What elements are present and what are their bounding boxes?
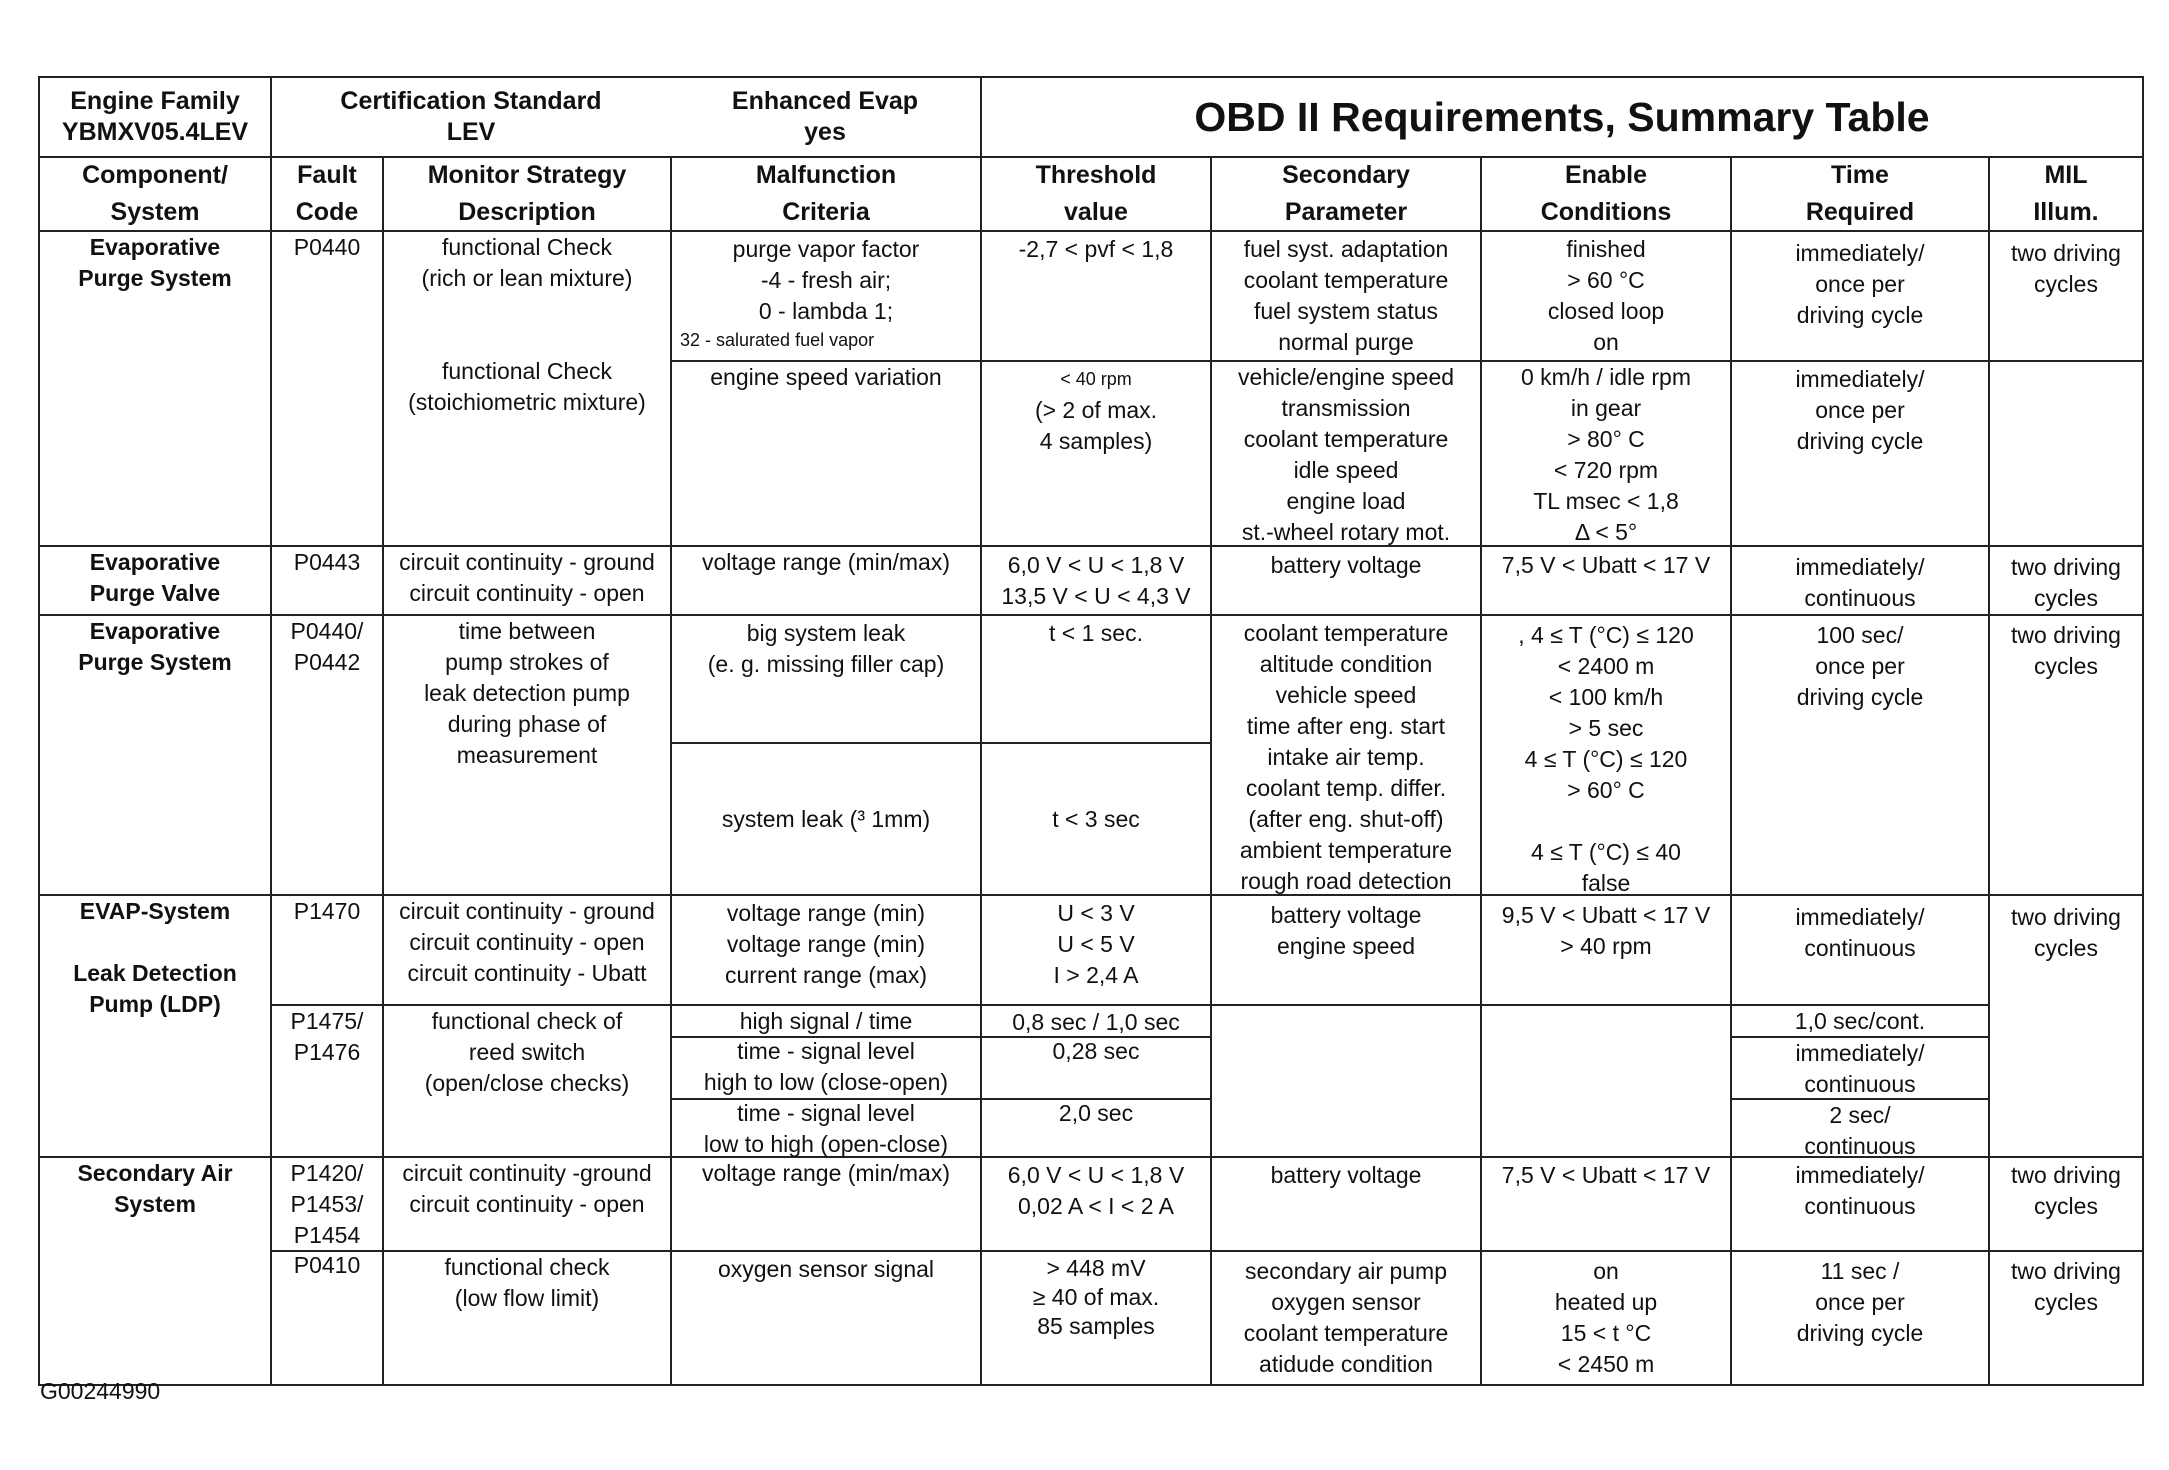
monitor-cell: [384, 1006, 670, 1156]
cell-line: leak detection pump: [424, 680, 630, 706]
cell-line: Δ < 5°: [1574, 519, 1638, 545]
header-line: System: [110, 198, 200, 226]
cell-line: reed switch: [468, 1039, 586, 1065]
cell-line: closed loop: [1547, 298, 1665, 324]
cell-line: time - signal level: [737, 1100, 915, 1126]
cell-line: heated up: [1554, 1289, 1658, 1315]
threshold-cell: [982, 364, 1210, 544]
cell-line: ≥ 40 of max.: [1032, 1284, 1160, 1310]
cell-line: immediately/: [1795, 240, 1925, 266]
cell-line: 0 - lambda 1;: [758, 298, 894, 324]
cell-line: 9,5 V < Ubatt < 17 V: [1501, 902, 1711, 928]
fault-code-cell: [272, 1006, 382, 1156]
cell-line: cycles: [2034, 653, 2098, 679]
cell-line: Evaporative: [89, 549, 221, 575]
cell-line: Pump (LDP): [89, 991, 221, 1017]
enhanced-evap-label: Enhanced Evap: [731, 87, 919, 115]
cell-line: atidude condition: [1259, 1351, 1433, 1377]
cell-line: (> 2 of max.: [1034, 397, 1158, 423]
cell-line: functional Check: [441, 358, 613, 384]
secondary-cell: [1212, 900, 1480, 1004]
page-title-text: OBD II Requirements, Summary Table: [1194, 93, 1930, 140]
malfunction-cell: [672, 1036, 980, 1098]
cell-line: 0,8 sec / 1,0 sec: [1012, 1009, 1180, 1035]
mil-cell: [1990, 1256, 2142, 1384]
cell-line: vehicle/engine speed: [1237, 364, 1455, 390]
cell-line: false: [1581, 870, 1631, 896]
enhanced-evap-value: yes: [804, 118, 846, 146]
cell-line: circuit continuity - open: [409, 1191, 645, 1217]
engine-family-label: Engine Family: [70, 87, 240, 115]
cell-line: time after eng. start: [1246, 713, 1446, 739]
monitor-cell: [384, 547, 670, 614]
cell-line: 2,0 sec: [1058, 1100, 1134, 1126]
cell-line: continuous: [1804, 1193, 1916, 1219]
malfunction-cell: [672, 362, 980, 544]
mil-cell: [1990, 1160, 2142, 1250]
cell-line: circuit continuity - ground: [399, 898, 655, 924]
monitor-cell: [384, 1158, 670, 1250]
cell-line: time - signal level: [737, 1038, 915, 1064]
cell-line: P1454: [293, 1222, 361, 1248]
cell-line: once per: [1815, 653, 1905, 679]
malfunction-cell: [672, 547, 980, 614]
cell-line: U < 3 V: [1057, 900, 1135, 926]
col-header-time: [1732, 158, 1988, 230]
malfunction-cell: [672, 1006, 980, 1036]
enable-cell: [1482, 900, 1730, 1004]
component-cell: [40, 896, 270, 1156]
header-line: Description: [458, 198, 596, 226]
cell-line: Secondary Air: [77, 1160, 233, 1186]
malfunction-cell: [672, 618, 980, 742]
cell-line: voltage range (min/max): [702, 1160, 950, 1186]
cell-line: [1603, 806, 1609, 837]
cell-line: P0440: [293, 234, 361, 260]
engine-family-value: YBMXV05.4LEV: [61, 118, 249, 146]
time-cell: [1732, 552, 1988, 614]
cell-line: immediately/: [1795, 1162, 1925, 1188]
cell-line: 15 < t °C: [1560, 1320, 1652, 1346]
monitor-cell: [384, 232, 670, 352]
cell-line: cycles: [2034, 585, 2098, 611]
cell-line: > 5 sec: [1568, 715, 1644, 741]
cell-line: P1475/: [290, 1008, 364, 1034]
cell-line: 11 sec /: [1820, 1258, 1900, 1284]
cell-line: circuit continuity - open: [409, 580, 645, 606]
cell-line: coolant temp. differ.: [1245, 775, 1447, 801]
cell-line: System: [114, 1191, 196, 1217]
cell-line: driving cycle: [1796, 302, 1924, 328]
cell-line: cycles: [2034, 1289, 2098, 1315]
cell-line: normal purge: [1278, 329, 1414, 355]
cell-line: circuit continuity - ground: [399, 549, 655, 575]
cell-line: engine speed variation: [710, 364, 942, 390]
threshold-cell: [982, 234, 1210, 360]
header-line: Threshold: [1035, 161, 1157, 189]
cell-line: < 720 rpm: [1553, 457, 1659, 483]
time-cell: [1732, 1256, 1988, 1384]
cell-line: -4 - fresh air;: [760, 267, 892, 293]
secondary-cell: [1212, 1160, 1480, 1250]
cell-line: in gear: [1570, 395, 1642, 421]
cell-line: 1,0 sec/cont.: [1794, 1008, 1926, 1034]
fault-code-cell: [272, 1250, 382, 1384]
cell-line: voltage range (min): [726, 900, 926, 926]
time-cell: [1732, 238, 1988, 360]
cell-line: U < 5 V: [1057, 931, 1135, 957]
cell-line: engine speed: [1276, 933, 1416, 959]
cell-line: measurement: [456, 742, 598, 768]
cell-line: P0410: [293, 1252, 361, 1278]
cell-line: system leak (³ 1mm): [721, 805, 931, 832]
cell-line: 85 samples: [1037, 1313, 1155, 1339]
enable-cell: [1482, 1160, 1730, 1250]
cell-line: ambient temperature: [1239, 837, 1453, 863]
cell-line: , 4 ≤ T (°C) ≤ 120: [1518, 622, 1694, 648]
cell-line: pump strokes of: [445, 649, 609, 675]
cell-line: > 80° C: [1567, 426, 1645, 452]
cell-line: voltage range (min/max): [702, 549, 950, 575]
enhanced-evap-cell: [670, 78, 980, 156]
secondary-cell: [1212, 234, 1480, 360]
cell-line: coolant temperature: [1243, 426, 1449, 452]
cell-line: cycles: [2034, 935, 2098, 961]
cell-line: circuit continuity - open: [409, 929, 645, 955]
header-line: Component/: [82, 161, 228, 189]
time-cell: [1732, 1100, 1988, 1159]
mil-cell: [1990, 552, 2142, 614]
component-cell: [40, 232, 270, 544]
header-line: Conditions: [1540, 198, 1672, 226]
cell-line: t < 3 sec: [1052, 805, 1140, 832]
cell-line: P1420/: [290, 1160, 364, 1186]
cell-line: 6,0 V < U < 1,8 V: [1007, 552, 1185, 578]
cell-line: driving cycle: [1796, 1320, 1924, 1346]
cell-line: 13,5 V < U < 4,3 V: [1001, 583, 1191, 609]
enable-cell: [1482, 362, 1730, 544]
document-id: G00244990: [40, 1378, 161, 1404]
cell-line: driving cycle: [1796, 684, 1924, 710]
cell-line: -2,7 < pvf < 1,8: [1018, 236, 1174, 262]
cell-line: driving cycle: [1796, 428, 1924, 454]
cell-line: secondary air pump: [1245, 1258, 1447, 1284]
cell-line: (open/close checks): [424, 1070, 630, 1096]
enable-cell: [1482, 620, 1730, 894]
col-header-threshold: [982, 158, 1210, 230]
threshold-cell: [982, 550, 1210, 614]
cell-line: battery voltage: [1270, 552, 1422, 578]
threshold-cell: [982, 1098, 1210, 1156]
time-cell: [1732, 1160, 1988, 1250]
cell-line: immediately/: [1795, 1040, 1925, 1066]
mil-cell: [1990, 902, 2142, 1156]
threshold-cell: [982, 1160, 1210, 1250]
cell-line: P0443: [293, 549, 361, 575]
cell-line: 0,02 A < I < 2 A: [1017, 1193, 1175, 1219]
cell-line: 4 ≤ T (°C) ≤ 120: [1524, 746, 1688, 772]
cell-line: 100 sec/: [1816, 622, 1904, 648]
time-cell: [1732, 902, 1988, 1004]
cell-line: st.-wheel rotary mot.: [1241, 519, 1451, 545]
malfunction-cell: [672, 1098, 980, 1156]
col-header-monitor: [384, 158, 670, 230]
engine-family-cell: [40, 78, 270, 156]
cell-line: cycles: [2034, 271, 2098, 297]
cell-line: finished: [1566, 236, 1646, 262]
cell-line: fuel syst. adaptation: [1243, 236, 1449, 262]
secondary-cell: [1212, 618, 1480, 894]
certification-label: Certification Standard: [340, 87, 602, 115]
cell-line: transmission: [1281, 395, 1411, 421]
fault-code-cell: [272, 896, 382, 1004]
header-line: Illum.: [2033, 198, 2099, 226]
cell-line: I > 2,4 A: [1053, 962, 1139, 988]
cell-line: functional check: [444, 1254, 610, 1280]
cell-line: purge vapor factor: [732, 236, 920, 262]
cell-line: engine load: [1286, 488, 1406, 514]
cell-line: functional Check: [441, 234, 613, 260]
page-title: [982, 78, 2142, 156]
cell-line: < 100 km/h: [1548, 684, 1664, 710]
fault-code-cell: [272, 616, 382, 894]
secondary-cell: [1212, 1256, 1480, 1384]
cell-line: battery voltage: [1270, 1162, 1422, 1188]
cell-line: idle speed: [1293, 457, 1399, 483]
malfunction-cell: [672, 1254, 980, 1384]
cell-line: P0442: [293, 649, 361, 675]
cell-line: altitude condition: [1259, 651, 1433, 677]
header-line: Parameter: [1284, 198, 1408, 226]
cell-line: vehicle speed: [1275, 682, 1417, 708]
time-cell: [1732, 1038, 1988, 1098]
cell-line: current range (max): [725, 962, 927, 988]
cell-line: 0,28 sec: [1052, 1038, 1140, 1064]
col-header-mil: [1990, 158, 2142, 230]
cell-line: (low flow limit): [454, 1285, 600, 1311]
cell-line: (stoichiometric mixture): [408, 389, 646, 415]
cell-line: 4 samples): [1039, 428, 1153, 454]
header-line: Time: [1831, 161, 1889, 189]
monitor-cell: [384, 896, 670, 1004]
cell-line: low to high (open-close): [703, 1131, 949, 1157]
header-line: Fault: [297, 161, 357, 189]
header-line: Secondary: [1282, 161, 1410, 189]
cell-line: voltage range (min): [726, 931, 926, 957]
cell-line: immediately/: [1795, 554, 1925, 580]
cell-line: 7,5 V < Ubatt < 17 V: [1501, 552, 1711, 578]
malfunction-cell: [672, 1158, 980, 1250]
threshold-cell: [982, 1036, 1210, 1098]
header-line: Required: [1805, 198, 1915, 226]
fault-code-cell: [272, 1158, 382, 1250]
cell-line: Evaporative: [89, 618, 221, 644]
enable-cell: [1482, 234, 1730, 360]
fault-code-cell: [272, 232, 382, 544]
col-header-enable: [1482, 158, 1730, 230]
certification-cell: [272, 78, 670, 156]
header-line: Criteria: [782, 198, 870, 226]
cell-line: > 448 mV: [1046, 1255, 1146, 1281]
cell-line: coolant temperature: [1243, 1320, 1449, 1346]
cell-line: P1476: [293, 1039, 361, 1065]
cell-line: time between: [458, 618, 596, 644]
time-cell: [1732, 1006, 1988, 1036]
component-cell: [40, 616, 270, 894]
header-line: Code: [295, 198, 359, 226]
cell-line: functional check of: [431, 1008, 623, 1034]
malfunction-cell: [672, 898, 980, 1004]
cell-line: 2 sec/: [1829, 1102, 1891, 1128]
cell-line: once per: [1815, 271, 1905, 297]
cell-line: TL msec < 1,8: [1533, 488, 1679, 514]
header-line: value: [1064, 198, 1128, 226]
cell-line: Evaporative: [89, 234, 221, 260]
cell-line: continuous: [1804, 585, 1916, 611]
threshold-cell: [982, 1254, 1210, 1384]
header-line: MIL: [2044, 161, 2088, 189]
mil-cell: [1990, 620, 2142, 894]
cell-line: on: [1593, 329, 1619, 355]
secondary-cell: [1212, 550, 1480, 614]
cell-line: on: [1593, 1258, 1619, 1284]
cell-line: [152, 927, 158, 958]
cell-line: < 2450 m: [1557, 1351, 1655, 1377]
cell-line: continuous: [1804, 935, 1916, 961]
col-header-secondary: [1212, 158, 1480, 230]
cell-line: high to low (close-open): [703, 1069, 949, 1095]
cell-line: once per: [1815, 1289, 1905, 1315]
cell-line: two driving: [2011, 622, 2121, 648]
threshold-cell: [982, 618, 1210, 742]
cell-line: < 2400 m: [1557, 653, 1655, 679]
cell-line: (rich or lean mixture): [421, 265, 633, 291]
threshold-cell: [982, 898, 1210, 1004]
cell-line: two driving: [2011, 1162, 2121, 1188]
cell-line: two driving: [2011, 904, 2121, 930]
cell-line: coolant temperature: [1243, 267, 1449, 293]
cell-line: cycles: [2034, 1193, 2098, 1219]
cell-line: continuous: [1804, 1071, 1916, 1097]
enable-cell: [1482, 1256, 1730, 1384]
cell-line: > 40 rpm: [1560, 933, 1652, 959]
cell-line: rough road detection: [1240, 868, 1452, 894]
malfunction-cell: [672, 234, 980, 360]
cell-line: oxygen sensor signal: [717, 1256, 935, 1282]
cell-line: P1470: [293, 898, 361, 924]
cell-line: 6,0 V < U < 1,8 V: [1007, 1162, 1185, 1188]
cell-line: high signal / time: [739, 1008, 913, 1034]
monitor-cell: [384, 356, 670, 544]
cell-line: during phase of: [447, 711, 607, 737]
cell-line: Purge Valve: [89, 580, 221, 606]
cell-line: 7,5 V < Ubatt < 17 V: [1501, 1162, 1711, 1188]
cell-line: EVAP-System: [79, 898, 231, 924]
cell-line: P1453/: [290, 1191, 364, 1217]
monitor-cell: [384, 1252, 670, 1384]
component-cell: [40, 1158, 270, 1384]
cell-line: 0 km/h / idle rpm: [1521, 364, 1691, 390]
fault-code-cell: [272, 547, 382, 614]
certification-value: LEV: [446, 118, 496, 146]
header-line: Enable: [1565, 161, 1647, 189]
col-header-fault-code: [272, 158, 382, 230]
cell-line: t < 1 sec.: [1049, 620, 1143, 646]
cell-line: 4 ≤ T (°C) ≤ 40: [1531, 839, 1681, 865]
cell-line: (after eng. shut-off): [1248, 806, 1444, 832]
cell-line: Purge System: [78, 265, 232, 291]
header-line: Monitor Strategy: [427, 161, 627, 189]
cell-line: battery voltage: [1270, 902, 1422, 928]
cell-line: > 60 °C: [1567, 267, 1645, 293]
cell-line: two driving: [2011, 1258, 2121, 1284]
enable-cell: [1482, 550, 1730, 614]
cell-line: fuel system status: [1253, 298, 1439, 324]
cell-line: P0440/: [290, 618, 364, 644]
cell-line: immediately/: [1795, 366, 1925, 392]
cell-line: < 40 rpm: [1060, 369, 1132, 389]
cell-line: circuit continuity - Ubatt: [407, 960, 647, 986]
mil-cell: [1990, 238, 2142, 544]
cell-line: Leak Detection: [73, 960, 237, 986]
cell-line: Purge System: [78, 649, 232, 675]
obd-summary-table: [38, 76, 2144, 1386]
cell-line: two driving: [2011, 240, 2121, 266]
cell-line: two driving: [2011, 554, 2121, 580]
cell-line: circuit continuity -ground: [402, 1160, 652, 1186]
secondary-cell: [1212, 362, 1480, 544]
col-header-malfunction: [672, 158, 980, 230]
threshold-cell: [982, 1007, 1210, 1036]
col-header-component: [40, 158, 270, 230]
monitor-cell: [384, 616, 670, 894]
cell-line: coolant temperature: [1243, 620, 1449, 646]
time-cell: [1732, 620, 1988, 894]
cell-line: 32 - salurated fuel vapor: [680, 330, 875, 350]
cell-line: once per: [1815, 397, 1905, 423]
threshold-cell: [982, 744, 1210, 894]
cell-line: intake air temp.: [1267, 744, 1425, 770]
cell-line: (e. g. missing filler cap): [707, 651, 945, 677]
time-cell: [1732, 364, 1988, 544]
header-line: Malfunction: [755, 161, 897, 189]
component-cell: [40, 547, 270, 614]
cell-line: continuous: [1804, 1133, 1916, 1159]
cell-line: immediately/: [1795, 904, 1925, 930]
cell-line: oxygen sensor: [1271, 1289, 1421, 1315]
cell-line: > 60° C: [1567, 777, 1645, 803]
cell-line: big system leak: [746, 620, 906, 646]
malfunction-cell: [672, 744, 980, 894]
